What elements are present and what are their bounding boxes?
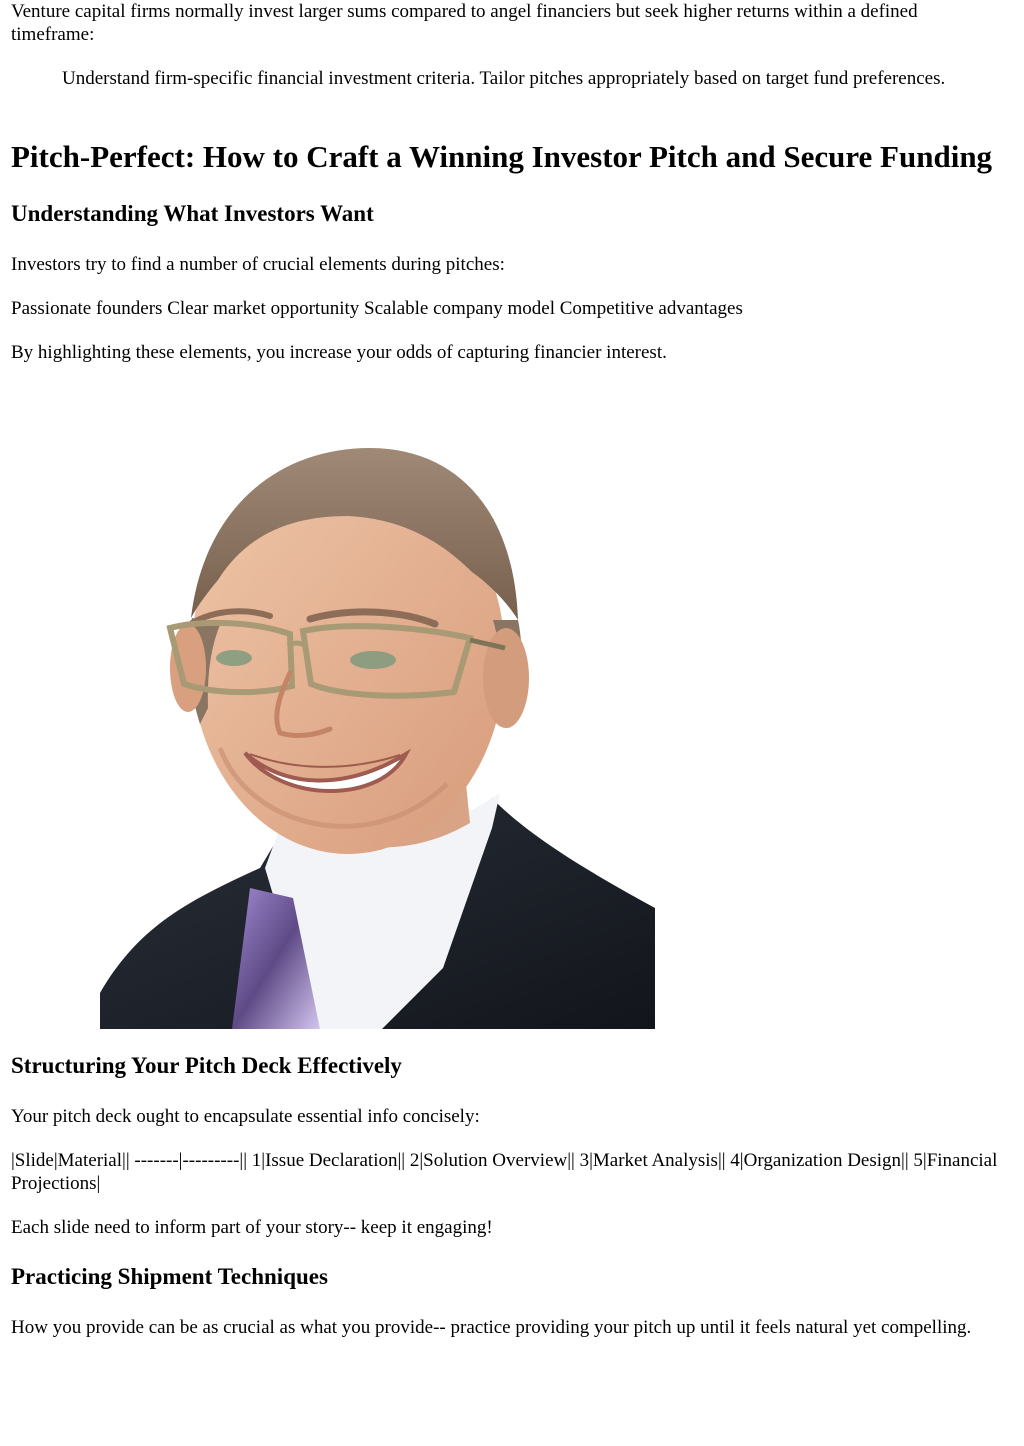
page-title: Pitch-Perfect: How to Craft a Winning Investor Pitch and Secure Funding [11,139,993,174]
eye-left [216,650,252,666]
intro-paragraph: Venture capital firms normally invest larger sums compared to angel financiers but seek higher returns within a defined timeframe: [11,1,918,45]
section-paragraph: Your pitch deck ought to encapsulate essential info concisely: [11,1106,480,1127]
section-heading-delivery: Practicing Shipment Techniques [11,1264,328,1289]
section-heading-pitch-deck: Structuring Your Pitch Deck Effectively [11,1053,402,1078]
section-heading-investors: Understanding What Investors Want [11,201,374,226]
section-paragraph: Each slide need to inform part of your story-- keep it engaging! [11,1217,493,1238]
section-paragraph: By highlighting these elements, you increase your odds of capturing financier interest. [11,342,667,363]
portrait-photo [100,448,655,1029]
eye-right [350,651,396,669]
portrait-illustration [100,448,655,1029]
section-paragraph: Investors try to find a number of crucial elements during pitches: [11,254,505,275]
section-paragraph: Passionate founders Clear market opportunity Scalable company model Competitive advantages [11,298,743,319]
intro-blockquote: Understand firm-specific financial investment criteria. Tailor pitches appropriately based on target fund preferences. [62,68,946,89]
section-paragraph: How you provide can be as crucial as what you provide-- practice providing your pitch up until it feels natural yet compelling. [11,1317,972,1338]
ear-left [170,624,206,712]
pitch-deck-table-text: |Slide|Material|| -------|---------|| 1|Issue Declaration|| 2|Solution Overview|| 3|Market Analysis|| 4|Organization Design|| 5|Financial Projections| [11,1150,998,1194]
